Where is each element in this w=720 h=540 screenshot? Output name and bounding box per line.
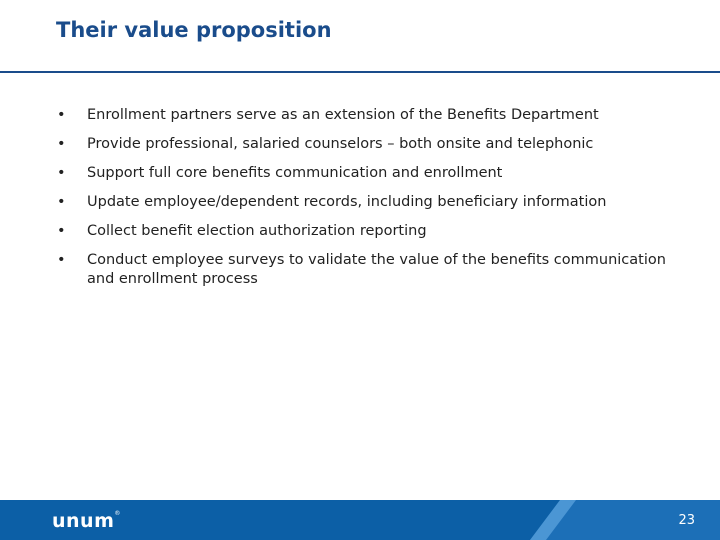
bullet-marker: •	[57, 194, 66, 210]
bullet-list	[56, 106, 696, 299]
unum-logo	[52, 510, 121, 532]
footer-band	[0, 500, 720, 540]
bullet-item	[56, 251, 696, 289]
bullet-text: Support full core benefits communication and enrollment	[87, 165, 503, 181]
bullet-marker: •	[57, 107, 66, 123]
bullet-item	[56, 106, 696, 125]
bullet-text: Provide professional, salaried counselors – both onsite and telephonic	[87, 136, 594, 152]
bullet-text: Enrollment partners serve as an extension of the Benefits Department	[87, 107, 599, 123]
logo-text: unum	[52, 510, 115, 532]
bullet-marker: •	[57, 223, 66, 239]
bullet-marker: •	[57, 252, 66, 268]
title-divider	[0, 71, 720, 73]
bullet-marker: •	[57, 136, 66, 152]
bullet-marker: •	[57, 165, 66, 181]
bullet-text: Update employee/dependent records, including beneficiary information	[87, 194, 607, 210]
registered-mark: ®	[114, 510, 121, 517]
bullet-text: Conduct employee surveys to validate the value of the benefits communication and enrollment process	[87, 252, 666, 287]
slide-title: Their value proposition	[56, 18, 332, 42]
page-number: 23	[678, 513, 695, 528]
bullet-item	[56, 222, 696, 241]
bullet-text: Collect benefit election authorization reporting	[87, 223, 427, 239]
bullet-item	[56, 193, 696, 212]
bullet-item	[56, 135, 696, 154]
bullet-item	[56, 164, 696, 183]
